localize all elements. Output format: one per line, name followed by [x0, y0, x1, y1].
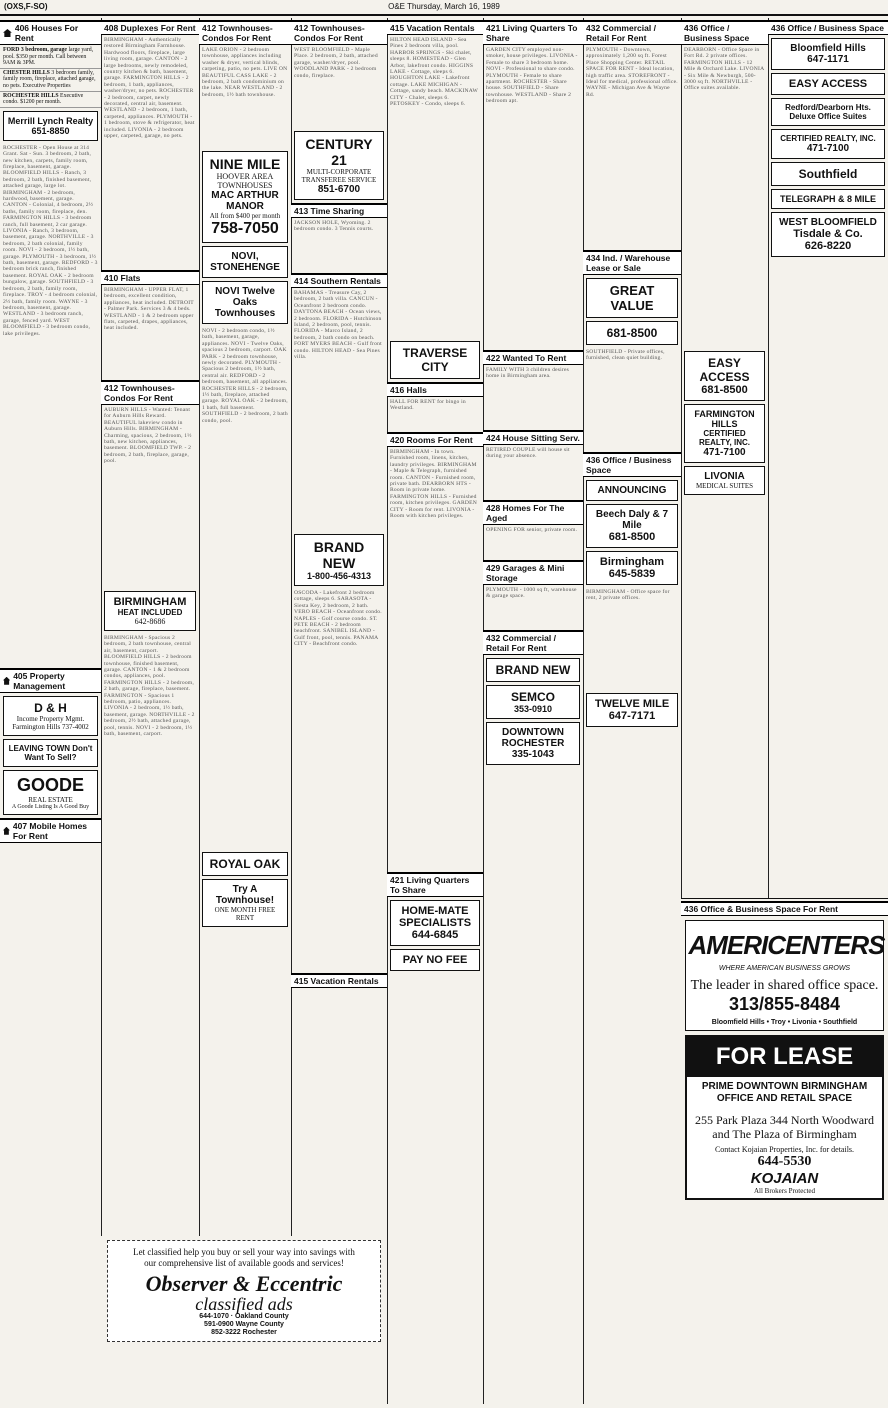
page-header — [0, 0, 888, 16]
section-time-sharing: 413 Time Sharing — [291, 203, 387, 218]
filler-text: SOUTHFIELD - Private offices, furnished, clean quiet building. — [586, 349, 665, 362]
livonia-ad: LIVONIA MEDICAL SUITES — [684, 466, 765, 495]
filler-text: BIRMINGHAM - Authentically restored Birmingham Farmhouse. Hardwood floors, fireplace, large living room, garage. CANTON - 2 large bedrooms, newly remodeled, country kitchen & bath, basement, garage. FARMINGTON HILLS - 2 bedroom, 1 bath, appliances, washer/dryer, no pets. ROCHESTER - 2 bedroom, carpet, newly decorated, central air, basement. WESTLAND - 2 bedroom, 1 bath, carpeted, appliances. PLYMOUTH - 1 bedroom, stove & refrigerator, heat included. LIVONIA - 2 bedroom upper, carpeted, garage, no pets. — [104, 37, 195, 140]
observer-eccentric-ad: Let classified help you buy or sell your way into savings with our comprehensive list of available goods and services! Observer & Eccentric classified ads 644-1070 · Oakland County 591-0900 Wayne County 852-3222 Rochester — [107, 1240, 381, 1342]
filler-text: NOVI - 2 bedroom condo, 1½ bath, basement, garage, appliances. NOVI - Twelve Oaks, spacious 2 bedroom, carport. OAK PARK - 2 bedroom townhouse, newly decorated. PLYMOUTH - Spacious 2 bedroom, 1½ bath, central air. REDFORD - 2 bedroom, basement, all appliances. ROCHESTER HILLS - 2 bedroom, 1½ bath, fireplace, attached garage. ROYAL OAK - 2 bedroom, 1 bath, full basement. SOUTHFIELD - 2 bedroom, 2 bath condo, pool. — [202, 328, 288, 424]
filler-text: LAKE ORION - 2 bedroom townhouse, appliances including washer & dryer, vertical blinds, carpeting, patio, no pets. LIVE ON BEAUTIFUL CASS LAKE - 2 bedroom, 2 bath condominium on the lake. NEAR WESTLAND - 2 bedroom, 1½ bath townhouse. — [202, 47, 288, 98]
twelve-mile-ad: TWELVE MILE 647-7171 — [586, 693, 678, 727]
pay-no-fee-ad: PAY NO FEE — [390, 949, 480, 971]
farmington-hills-ad: FARMINGTON HILLS CERTIFIED REALTY, INC. 471-7100 — [684, 404, 765, 463]
brand-new-retail-ad: BRAND NEW — [486, 658, 580, 682]
header-center: O&E Thursday, March 16, 1989 — [388, 2, 500, 11]
section-office-business-2: 436 Office / Business Space — [681, 20, 768, 45]
section-house-sitting: 424 House Sitting Serv. — [483, 430, 583, 445]
listing: FORD 3 bedroom, garage large yard, pool. $350 per month. Call between 9AM & 3PM. — [0, 46, 101, 69]
semco-ad: SEMCO 353-0910 — [486, 685, 580, 719]
section-commercial-retail-2: 432 Commercial / Retail For Rent — [583, 20, 681, 45]
easy-access-ad-2: EASY ACCESS — [771, 73, 885, 95]
filler-text: BIRMINGHAM - Office space for rent, 2 private offices. — [586, 589, 670, 602]
filler-text: FAMILY WITH 3 children desires home in Birmingham area. — [486, 367, 570, 380]
filler-text: OSCODA - Lakefront 2 bedroom cottage, sleeps 6. SARASOTA - Siesta Key, 2 bedroom, 2 bath. VERO BEACH - Oceanfront condo. NAPLES - Golf course condo. ST. PETE BEACH - 2 bedroom beachfront. SANIBEL ISLAND - Gulf front, pool, tennis. PANAMA CITY - Beachfront condo. — [294, 590, 382, 648]
filler-text: BIRMINGHAM - Spacious 2 bedroom, 2 bath townhouse, central air, basement, carport. BLOOMFIELD HILLS - 2 bedroom townhouse, finished basement, garage. CANTON - 1 & 2 bedroom condos, appliances, pool. FARMINGTON HILLS - 2 bedroom, 2 bath, garage, fireplace, basement. FARMINGTON - Spacious 1 bedroom, patio, appliances. LIVONIA - 2 bedroom, 1½ bath, basement, garage. NORTHVILLE - 2 bedroom, 2½ bath, attached garage, pool, tennis. NOVI - 2 bedroom, 1½ bath, basement, carport. — [104, 635, 195, 738]
section-houses-for-rent: 406 Houses For Rent — [0, 20, 101, 45]
traverse-city-ad: TRAVERSE CITY — [390, 341, 480, 379]
section-halls: 416 Halls — [387, 382, 483, 397]
filler-text: JACKSON HOLE, Wyoming. 2 bedroom condo. 3 Tennis courts. — [294, 220, 374, 233]
leaving-town-ad: LEAVING TOWN Don't Want To Sell? — [3, 739, 98, 767]
nine-mile-ad: NINE MILE HOOVER AREA TOWNHOUSES MAC ARTHUR MANOR All from $400 per month 758-7050 — [202, 151, 288, 243]
certified-realty-ad: CERTIFIED REALTY, INC. 471-7100 — [771, 129, 885, 159]
filler-text: AUBURN HILLS - Wanted: Tenant for Auburn Hills Reward. BEAUTIFUL lakeview condo in Auburn Hills. BIRMINGHAM - Charming, spacious, 2 bedroom, 1½ bath, new kitchen, appliances, basement. BLOOMFIELD TWP. - 2 bedroom, 2 bath, fireplace, garage, pool. — [104, 407, 192, 465]
downtown-rochester-ad: DOWNTOWN ROCHESTER 335-1043 — [486, 722, 580, 765]
filler-text: BIRMINGHAM - In town. Furnished room, linens, kitchen, laundry privileges. BIRMINGHAM - Maple & Telegraph, furnished room. CANTON - Furnished room, private bath. DEARBORN HTS - Room in private home. FARMINGTON HILLS - Furnished room, kitchen privileges. GARDEN CITY - Room for rent. LIVONIA - Room with kitchen privileges. — [390, 449, 478, 520]
royal-oak-ad: ROYAL OAK — [202, 852, 288, 876]
section-rooms: 420 Rooms For Rent — [387, 432, 483, 447]
for-lease-ad: FOR LEASE PRIME DOWNTOWN BIRMINGHAM OFFICE AND RETAIL SPACE 255 Park Plaza 344 North Woodward and The Plaza of Birmingham Contact Kojaian Properties, Inc. for details. 644-5530 KOJAIAN All Brokers Protected — [685, 1035, 884, 1200]
column-3 — [199, 18, 292, 1404]
southfield-ad: Southfield — [771, 162, 885, 186]
americenters-ad: AMERICENTERS WHERE AMERICAN BUSINESS GROWS The leader in shared office space. 313/855-8484 Bloomfield Hills • Troy • Livonia • Southfield — [685, 920, 884, 1031]
section-wanted-to-rent: 422 Wanted To Rent — [483, 350, 583, 365]
section-ind-warehouse: 434 Ind. / Warehouse Lease or Sale — [583, 250, 681, 275]
section-office-business-3: 436 Office / Business Space — [768, 20, 888, 35]
section-southern-rentals: 414 Southern Rentals — [291, 273, 387, 288]
section-mobile-homes: 407 Mobile Homes For Rent — [0, 818, 101, 843]
section-commercial-retail: 432 Commercial / Retail For Rent — [483, 630, 583, 655]
filler-text: WEST BLOOMFIELD - Maple Place. 2 bedroom, 2 bath, attached garage, washer/dryer, pool. WOODLAND PARK - 2 bedroom condo, fireplace. — [294, 47, 378, 79]
section-duplexes: 408 Duplexes For Rent — [101, 20, 199, 35]
filler-text: BIRMINGHAM - UPPER FLAT, 1 bedroom, excellent condition, appliances, heat included. DETROIT - Palmer Park. Services 3 & 4 beds. WESTLAND - 1 & 2 bedroom upper flats, carpeted, drapes, appliances, heat included. — [104, 287, 194, 332]
listing: ROCHESTER HILLS Executive condo. $1200 per month. — [0, 92, 101, 108]
redford-ad: Redford/Dearborn Hts. Deluxe Office Suites — [771, 98, 885, 126]
filler-text: GARDEN CITY employed non-smoker, house privileges. LIVONIA - Female to share 3 bedroom home. NOVI - Professional to share condo. PLYMOUTH - Female to share apartment. ROCHESTER - Share house. SOUTHFIELD - Share townhouse. WESTLAND - Share 2 bedroom apt. — [486, 47, 578, 105]
section-townhouses-condos: 412 Townhouses-Condos For Rent — [199, 20, 291, 45]
house-icon — [3, 29, 12, 37]
filler-text: RETIRED COUPLE will house sit during your absence. — [486, 447, 570, 460]
century21-ad: CENTURY 21 MULTI-CORPORATE TRANSFEREE SERVICE 851-6700 — [294, 131, 384, 200]
section-property-management: 405 Property Management — [0, 668, 101, 693]
filler-text: DEARBORN - Office Space in Fort Rd. 2 private offices. FARMINGTON HILLS - 12 Mile & Orchard Lake. LIVONIA - Six Mile & Newburgh, 500-3000 sq ft. NORTHVILLE - Office suites available. — [684, 47, 765, 92]
column-5 — [387, 18, 484, 1404]
observer-ad-container — [101, 1236, 387, 1404]
beech-daly-ad: Beech Daly & 7 Mile 681-8500 — [586, 504, 678, 548]
section-townhouses-condos-2: 412 Townhouses-Condos For Rent — [291, 20, 387, 45]
section-living-quarters-2: 421 Living Quarters To Share — [483, 20, 583, 45]
easy-access-ad: EASY ACCESS 681-8500 — [684, 351, 765, 401]
try-townhouse-ad: Try A Townhouse! ONE MONTH FREE RENT — [202, 879, 288, 927]
column-7 — [583, 18, 682, 1404]
section-living-quarters: 421 Living Quarters To Share — [387, 872, 483, 897]
section-space-for-rent: 436 Office & Business Space For Rent — [681, 901, 888, 916]
west-bloomfield-ad: WEST BLOOMFIELD Tisdale & Co. 626-8220 — [771, 212, 885, 257]
bloomfield-hills-ad: Bloomfield Hills 647-1171 — [771, 38, 885, 70]
birmingham-office-ad: Birmingham 645-5839 — [586, 551, 678, 585]
column-1 — [0, 18, 102, 1404]
section-office-business: 436 Office / Business Space — [583, 452, 681, 477]
novi-stonehenge-ad: NOVI, STONEHENGE — [202, 246, 288, 278]
birmingham-ad: BIRMINGHAM HEAT INCLUDED 642-8686 — [104, 591, 196, 631]
goode-ad: GOODE REAL ESTATE A Goode Listing Is A Good Buy — [3, 770, 98, 815]
homemate-ad: HOME-MATE SPECIALISTS 644-6845 — [390, 900, 480, 946]
industrial-ad: 681-8500 — [586, 321, 678, 345]
listing: CHESTER HILLS 3 bedroom family, family room, fireplace, attached garage, no pets. Executive Properties — [0, 69, 101, 92]
section-flats: 410 Flats — [101, 270, 199, 285]
filler-text: HILTON HEAD ISLAND - Sea Pines 2 bedroom villa, pool. HARBOR SPRINGS - Ski chalet, sleeps 8. HOMESTEAD - Glen Arbor, lakefront condo. HIGGINS LAKE - Cottage, sleeps 6. HOUGHTON LAKE - Lakefront cottage. LAKE MICHIGAN - Cottage, sandy beach. MACKINAW CITY - Chalet, sleeps 6. PETOSKEY - Condo, sleeps 6. — [390, 37, 478, 108]
column-2 — [101, 18, 200, 1404]
great-value-ad: GREAT VALUE — [586, 278, 678, 318]
section-homes-for-aged: 428 Homes For The Aged — [483, 500, 583, 525]
header-left: (OXS,F-SO) — [4, 2, 48, 11]
filler-text: HALL FOR RENT for bingo in Westland. — [390, 399, 466, 412]
merrill-lynch-ad: Merrill Lynch Realty 651-8850 — [3, 111, 98, 141]
section-townhouses: 412 Townhouses-Condos For Rent — [101, 380, 199, 405]
brand-new-ad: BRAND NEW 1-800-456-4313 — [294, 534, 384, 586]
announcing-ad: ANNOUNCING — [586, 480, 678, 501]
filler-text: ROCHESTER - Open House at 314 Grant. Sat - Sun. 3 bedroom, 2 bath, new kitchen, carpets, family room, fireplace, basement, garage. BLOOMFIELD HILLS - Ranch, 3 bedroom, 2 bath, finished basement, attached garage, large lot. BIRMINGHAM - 2 bedroom, hardwood, basement, garage. CANTON - Colonial, 4 bedroom, 2½ baths, family room, fireplace, den. FARMINGTON HILLS - 3 bedroom ranch, full basement, 2 car garage. LIVONIA - Ranch, 3 bedroom, basement, garage. NORTHVILLE - 3 bedroom, 2 bath colonial, family room. NOVI - 2 bedroom, 1½ bath, garage. PLYMOUTH - 3 bedroom, 1½ bath, basement, garage. REDFORD - 3 bedroom brick ranch, finished basement. ROYAL OAK - 2 bedroom bungalow, garage. SOUTHFIELD - 3 bedroom, 2 bath, family room, fireplace. TROY - 4 bedroom colonial, 2½ bath, family room. WAYNE - 3 bedroom, basement, garage. WESTLAND - 3 bedroom ranch, garage, fenced yard. WEST BLOOMFIELD - 3 bedroom condo, lake privileges. — [3, 144, 98, 337]
column-6 — [483, 18, 584, 1404]
house-icon — [3, 827, 10, 835]
house-icon — [3, 677, 10, 685]
column-4 — [291, 18, 388, 1404]
section-vacation-rentals-2: 415 Vacation Rentals — [387, 20, 483, 35]
filler-text: PLYMOUTH - Downtown, approximately 1,200 sq ft. Forest Place Shopping Center. RETAIL SPACE FOR RENT - Ideal location, high traffic area. STOREFRONT - Ideal for medical, professional office. WAYNE - Michigan Ave & Wayne Rd. — [586, 47, 678, 98]
section-garages: 429 Garages & Mini Storage — [483, 560, 583, 585]
filler-text: BAHAMAS - Treasure Cay, 2 bedroom, 2 bath villa. CANCUN - Oceanfront 2 bedroom condo. DAYTONA BEACH - Ocean views, 2 bedroom. FLORIDA - Hutchinson Island, 2 bedroom, pool, tennis. FLORIDA - Marco Island, 2 bedroom, 2 bath condo on beach. FORT MYERS BEACH - Gulf front condo. HILTON HEAD - Sea Pines villa. — [294, 290, 382, 361]
filler-text: OPENING FOR senior, private room. — [486, 527, 578, 533]
display-ads-block — [681, 898, 888, 1405]
filler-text: PLYMOUTH - 1000 sq ft, warehouse & garage space. — [486, 587, 577, 600]
dh-ad: D & H Income Property Mgmt. Farmington Hills 737-4002 — [3, 696, 98, 736]
novi-twelve-oaks-ad: NOVI Twelve Oaks Townhouses — [202, 281, 288, 324]
telegraph-ad: TELEGRAPH & 8 MILE — [771, 189, 885, 209]
section-vacation-rentals: 415 Vacation Rentals — [291, 973, 387, 988]
